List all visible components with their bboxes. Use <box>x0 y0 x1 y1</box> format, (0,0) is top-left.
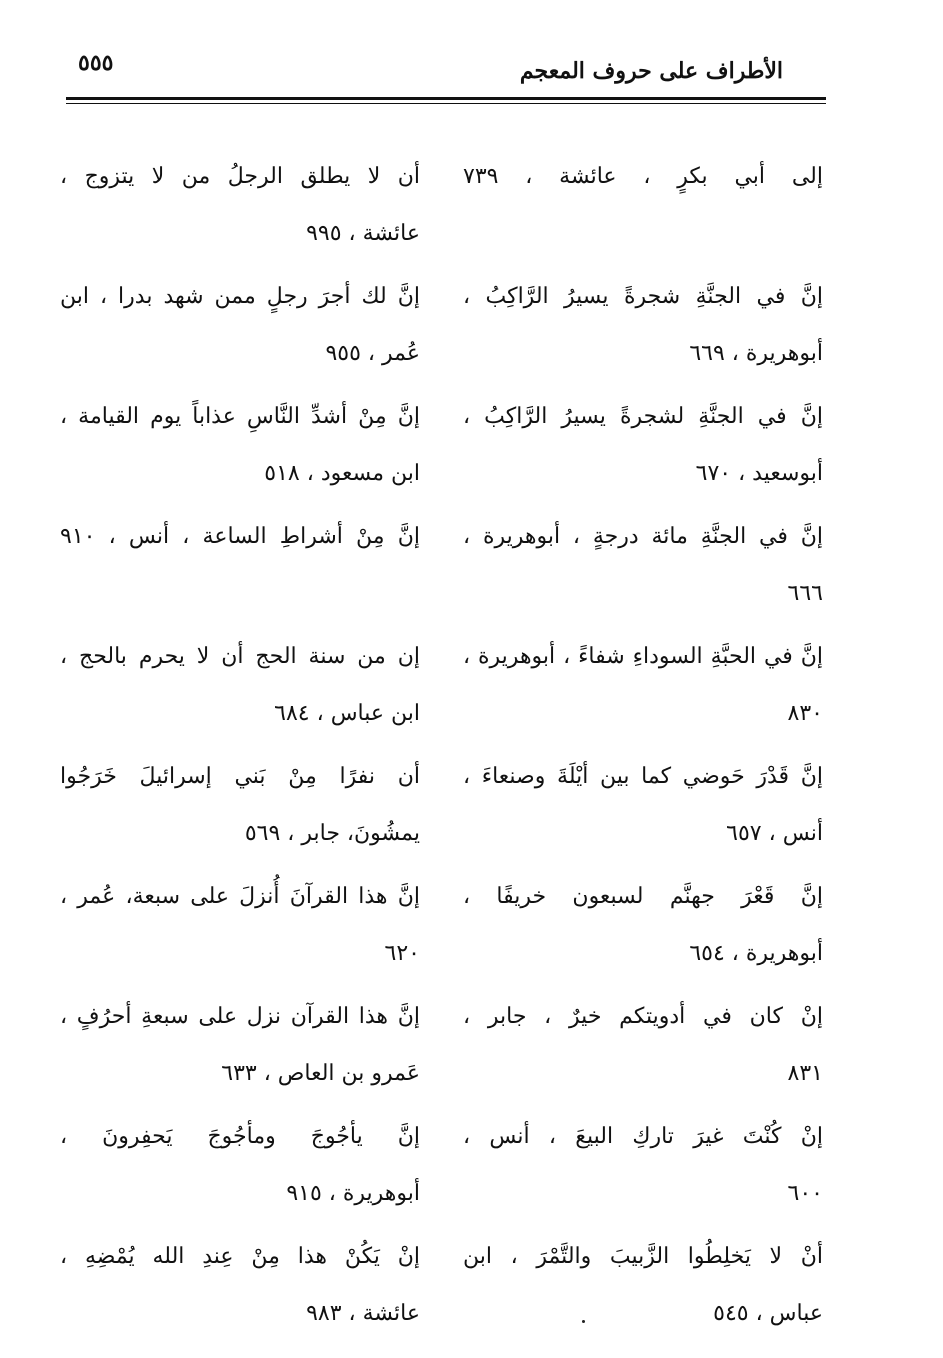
index-entry <box>463 268 823 382</box>
entry-source: ٦٠٠ <box>787 1181 823 1206</box>
entry-source <box>463 205 823 262</box>
header-rule-thin <box>66 103 826 104</box>
entry-source: ٨٣١ <box>787 1061 823 1086</box>
entry-text: إنْ يَكُنْ هذا مِنْ عِندِ الله يُمْضِهِ ، <box>60 1244 420 1269</box>
index-entry <box>463 1108 823 1222</box>
index-entry <box>60 388 420 502</box>
entry-source: أنس ، ٦٥٧ <box>726 821 823 846</box>
entry-text: إلى أبي بكرٍ ، عائشة ، ٧٣٩ <box>463 164 823 189</box>
entry-text: أنْ لا يَخلِطُوا الزَّبيبَ والتَّمْرَ ، ابن <box>463 1244 823 1269</box>
entry-source: عائشة ، ٩٨٣ <box>306 1301 420 1326</box>
index-entry <box>463 508 823 622</box>
index-entry <box>60 508 420 622</box>
running-title: الأطراف على حروف المعجم <box>519 58 783 84</box>
index-entry <box>463 868 823 982</box>
index-entry <box>60 628 420 742</box>
index-entry <box>463 388 823 502</box>
entry-source: أبوسعيد ، ٦٧٠ <box>695 461 823 486</box>
index-column-right <box>463 148 823 1348</box>
entry-text: إن من سنة الحج أن لا يحرم بالحج ، <box>60 644 420 669</box>
entry-source: عَمرو بن العاص ، ٦٣٣ <box>221 1061 420 1086</box>
entry-source: عباس ، ٥٤٥ <box>713 1301 823 1326</box>
entry-source: يمشُونَ، جابر ، ٥٦٩ <box>244 821 420 846</box>
entry-text: أن نفرًا مِنْ بَني إسرائيلَ خَرَجُوا <box>60 764 420 789</box>
entry-text: إنَّ لك أجرَ رجلٍ ممن شهد بدرا ، ابن <box>60 284 420 309</box>
entry-text: إنَّ في الحبَّةِ السوداءِ شفاءً ، أبوهريرة ، <box>463 644 823 669</box>
entry-text: إنَّ هذا القرآن نزل على سبعةِ أحرُفٍ ، <box>60 1004 420 1029</box>
entry-source: ٦٢٠ <box>384 941 420 966</box>
header-rule-thick <box>66 97 826 100</box>
index-entry <box>60 988 420 1102</box>
entry-source: ابن عباس ، ٦٨٤ <box>274 701 420 726</box>
entry-text: إنَّ هذا القرآنَ أُنزلَ على سبعة، عُمر ، <box>60 884 420 909</box>
entry-source: ٨٣٠ <box>787 701 823 726</box>
entry-text: أن لا يطلق الرجلُ من لا يتزوج ، <box>60 164 420 189</box>
index-entry <box>463 148 823 262</box>
entry-text: إنْ كان في أدويتكم خيرٌ ، جابر ، <box>463 1004 823 1029</box>
index-entry <box>60 1108 420 1222</box>
entry-text: إنَّ مِنْ أشراطِ الساعة ، أنس ، ٩١٠ <box>60 524 420 549</box>
entry-source: ابن مسعود ، ٥١٨ <box>264 461 420 486</box>
index-entry <box>60 868 420 982</box>
entry-source: ٦٦٦ <box>787 581 823 606</box>
index-entry <box>463 1228 823 1342</box>
index-entry <box>60 148 420 262</box>
entry-text: إنَّ يأجُوجَ ومأجُوجَ يَحفِرونَ ، <box>60 1124 420 1149</box>
index-column-left <box>60 148 420 1348</box>
entry-text: إنَّ في الجنَّةِ شجرةً يسيرُ الرَّاكِبُ ، <box>463 284 823 309</box>
entry-source: أبوهريرة ، ٦٦٩ <box>689 341 823 366</box>
index-entry <box>60 1228 420 1342</box>
entry-text: إنَّ في الجنَّةِ مائة درجةٍ ، أبوهريرة ، <box>463 524 823 549</box>
footer-mark <box>582 1320 585 1323</box>
index-entry <box>463 748 823 862</box>
entry-text: إنَّ مِنْ أشدِّ النَّاسِ عذاباً يوم القيامة ، <box>60 404 420 429</box>
entry-source: أبوهريرة ، ٩١٥ <box>286 1181 420 1206</box>
entry-text: إنْ كُنْتَ غيرَ تاركِ البيعَ ، أنس ، <box>463 1124 823 1149</box>
index-entry <box>463 628 823 742</box>
index-entry <box>60 268 420 382</box>
entry-source <box>60 565 420 622</box>
entry-text: إنَّ قَدْرَ حَوضي كما بين أيْلَةَ وصنعاءَ ، <box>463 764 823 789</box>
entry-text: إنَّ في الجنَّةِ لشجرةً يسيرُ الرَّاكِبُ ، <box>463 404 823 429</box>
entry-source: أبوهريرة ، ٦٥٤ <box>689 941 823 966</box>
index-entry <box>60 748 420 862</box>
index-entry <box>463 988 823 1102</box>
entry-text: إنَّ قَعْرَ جهنَّم لسبعون خريفًا ، <box>463 884 823 909</box>
page-number: ٥٥٥ <box>78 50 114 76</box>
entry-source: عائشة ، ٩٩٥ <box>306 221 420 246</box>
entry-source: عُمر ، ٩٥٥ <box>325 341 420 366</box>
